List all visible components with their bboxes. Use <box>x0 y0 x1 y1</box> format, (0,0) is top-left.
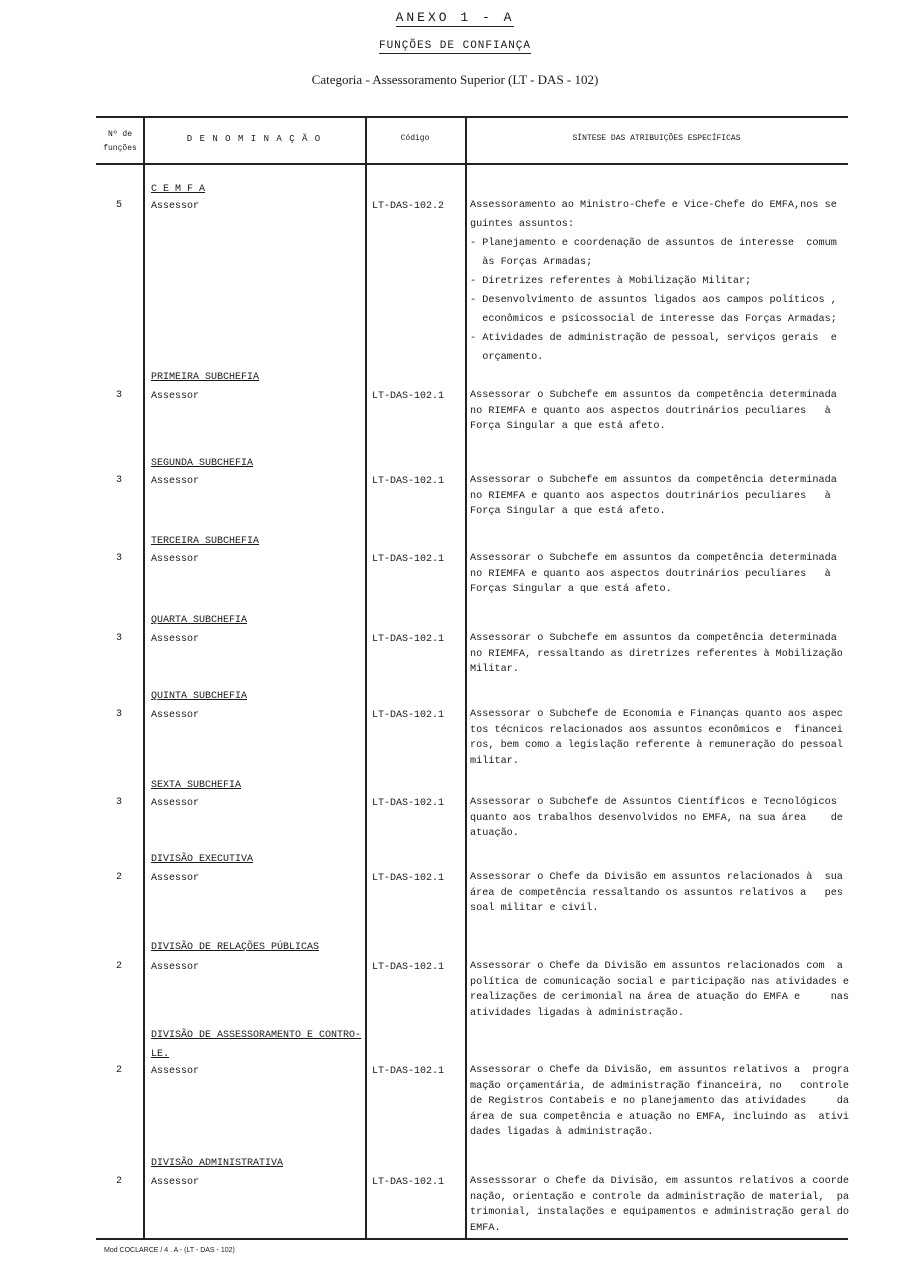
section-name: TERCEIRA SUBCHEFIA <box>151 536 260 547</box>
table-top-rule <box>96 116 848 118</box>
description-line: Assessoramento ao Ministro-Chefe e Vice-Chefe do EMFA,nos se <box>470 200 837 211</box>
section-name: QUARTA SUBCHEFIA <box>151 615 248 626</box>
description-line: Assesssorar o Chefe da Divisão, em assuntos relativos a coorde <box>470 1176 850 1187</box>
description-line: nação, orientação e controle da administração de material, pa <box>470 1191 850 1203</box>
description-line: Assessorar o Subchefe em assuntos da competência determinada <box>470 553 837 564</box>
function-code: LT-DAS-102.1 <box>372 962 445 973</box>
section-name: SEGUNDA SUBCHEFIA <box>151 458 254 469</box>
role-name: Assessor <box>151 391 200 402</box>
description-line: realizações de cerimonial na área de atuação do EMFA e nas <box>470 992 850 1003</box>
role-name: Assessor <box>151 710 200 721</box>
function-count: 3 <box>115 475 122 486</box>
description-line: área de sua competência e atuação no EMFA, incluindo as ativi <box>470 1111 850 1123</box>
function-count: 3 <box>115 633 122 644</box>
header-bottom-rule <box>96 163 848 165</box>
description-line: dades ligadas à administração. <box>470 1127 654 1138</box>
form-footer: Mod COCLARCE / 4 . A - (LT - DAS - 102) <box>104 1247 235 1254</box>
column-divider <box>143 118 145 1238</box>
column-header-name: D E N O M I N A Ç Ã O <box>186 134 322 144</box>
role-name: Assessor <box>151 873 200 884</box>
function-count: 5 <box>115 200 122 211</box>
description-line: - Diretrizes referentes à Mobilização Militar; <box>470 276 752 287</box>
annex-title: ANEXO 1 - A <box>395 10 515 25</box>
description-line: política de comunicação social e participação nas atividades e <box>470 976 850 988</box>
description-line: guintes assuntos: <box>470 219 574 230</box>
description-line: Força Singular a que está afeto. <box>470 421 666 432</box>
description-line: - Planejamento e coordenação de assuntos de interesse comum <box>470 238 837 249</box>
role-name: Assessor <box>151 634 200 645</box>
description-line: ros, bem como a legislação referente à remuneração do pessoal <box>470 740 843 751</box>
role-name: Assessor <box>151 476 200 487</box>
function-code: LT-DAS-102.1 <box>372 554 445 565</box>
function-count: 3 <box>115 709 122 720</box>
section-name: DIVISÃO DE RELAÇÕES PÚBLICAS <box>151 942 320 953</box>
function-count: 3 <box>115 553 122 564</box>
description-line: quanto aos trabalhos desenvolvidos no EMFA, na sua área de <box>470 812 843 824</box>
function-count: 2 <box>115 1176 122 1187</box>
function-code: LT-DAS-102.1 <box>372 873 445 884</box>
description-line: soal militar e civil. <box>470 903 599 914</box>
description-line: Militar. <box>470 664 519 675</box>
column-divider <box>465 118 467 1238</box>
role-name: Assessor <box>151 201 200 212</box>
description-line: área de competência ressaltando os assuntos relativos a pes <box>470 887 843 899</box>
description-line: orçamento. <box>470 352 544 363</box>
description-line: Assessorar o Chefe da Divisão em assuntos relacionados com a <box>470 961 843 972</box>
role-name: Assessor <box>151 798 200 809</box>
document-subtitle: FUNÇÕES DE CONFIANÇA <box>378 40 532 52</box>
function-code: LT-DAS-102.1 <box>372 1177 445 1188</box>
function-code: LT-DAS-102.1 <box>372 391 445 402</box>
description-line: - Desenvolvimento de assuntos ligados aos campos políticos , <box>470 295 837 306</box>
section-name: PRIMEIRA SUBCHEFIA <box>151 372 260 383</box>
table-bottom-rule <box>96 1238 848 1240</box>
description-line: no RIEMFA e quanto aos aspectos doutrinários peculiares à <box>470 568 831 580</box>
description-line: de Registros Contabeis e no planejamento das atividades da <box>470 1096 850 1107</box>
column-divider <box>365 118 367 1238</box>
section-name: DIVISÃO ADMINISTRATIVA <box>151 1158 284 1169</box>
description-line: Força Singular a que está afeto. <box>470 506 666 517</box>
column-header-code: Código <box>400 134 430 143</box>
section-name: C E M F A <box>151 184 206 195</box>
function-code: LT-DAS-102.1 <box>372 476 445 487</box>
description-line: tos técnicos relacionados aos assuntos econômicos e financei <box>470 724 843 736</box>
function-count: 3 <box>115 797 122 808</box>
description-line: - Atividades de administração de pessoal, serviços gerais e <box>470 333 837 344</box>
description-line: Assessorar o Subchefe em assuntos da competência determinada <box>470 390 837 401</box>
column-header-count: Nº de funções <box>103 130 137 153</box>
description-line: trimonial, instalações e equipamentos e administração geral do <box>470 1207 850 1218</box>
description-line: Assessorar o Subchefe em assuntos da competência determinada <box>470 633 837 644</box>
role-name: Assessor <box>151 1177 200 1188</box>
description-line: econômicos e psicossocial de interesse das Forças Armadas; <box>470 314 837 325</box>
function-code: LT-DAS-102.1 <box>372 634 445 645</box>
description-line: Assessorar o Chefe da Divisão em assuntos relacionados à sua <box>470 872 843 883</box>
function-code: LT-DAS-102.1 <box>372 798 445 809</box>
section-name: DIVISÃO DE ASSESSORAMENTO E CONTRO- LE. <box>151 1030 362 1060</box>
function-code: LT-DAS-102.1 <box>372 1066 445 1077</box>
description-line: Assessorar o Subchefe em assuntos da competência determinada <box>470 475 837 486</box>
category-line: Categoria - Assessoramento Superior (LT - DAS - 102) <box>311 72 599 87</box>
section-name: SEXTA SUBCHEFIA <box>151 780 242 791</box>
section-name: QUINTA SUBCHEFIA <box>151 691 248 702</box>
description-line: atuação. <box>470 828 519 839</box>
function-code: LT-DAS-102.1 <box>372 710 445 721</box>
description-line: no RIEMFA e quanto aos aspectos doutrinários peculiares à <box>470 490 831 502</box>
description-line: EMFA. <box>470 1222 501 1234</box>
description-line: mação orçamentária, de administração financeira, no controle <box>470 1080 850 1092</box>
role-name: Assessor <box>151 962 200 973</box>
description-line: Forças Singular a que está afeto. <box>470 584 672 595</box>
column-header-synthesis: SÍNTESE DAS ATRIBUIÇÕES ESPECÍFICAS <box>572 134 741 143</box>
function-count: 3 <box>115 390 122 401</box>
function-count: 2 <box>115 872 122 883</box>
function-code: LT-DAS-102.2 <box>372 201 445 212</box>
description-line: Assessorar o Subchefe de Assuntos Científicos e Tecnológicos <box>470 797 837 808</box>
role-name: Assessor <box>151 1066 200 1077</box>
role-name: Assessor <box>151 554 200 565</box>
description-line: Assessorar o Chefe da Divisão, em assuntos relativos a progra <box>470 1065 850 1076</box>
description-line: militar. <box>470 755 519 767</box>
description-line: atividades ligadas à administração. <box>470 1007 684 1019</box>
description-line: às Forças Armadas; <box>470 257 593 268</box>
description-line: no RIEMFA e quanto aos aspectos doutrinários peculiares à <box>470 405 831 417</box>
section-name: DIVISÃO EXECUTIVA <box>151 854 254 865</box>
description-line: Assessorar o Subchefe de Economia e Finanças quanto aos aspec <box>470 709 843 720</box>
function-count: 2 <box>115 961 122 972</box>
description-line: no RIEMFA, ressaltando as diretrizes referentes à Mobilização <box>470 648 843 660</box>
function-count: 2 <box>115 1065 122 1076</box>
